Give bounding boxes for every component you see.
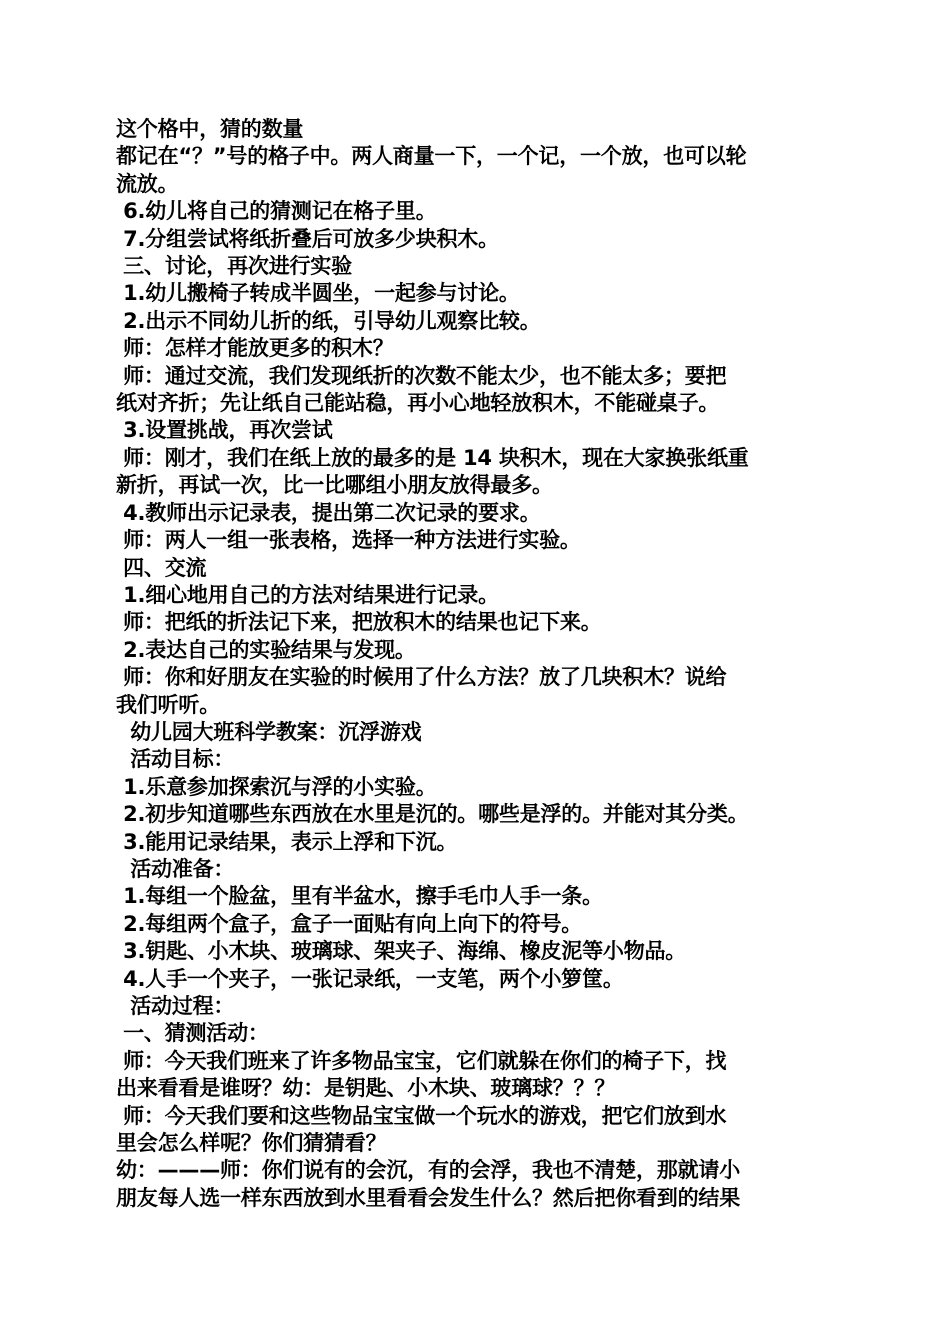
section-heading: 四、交流 bbox=[116, 555, 207, 580]
text-line: 出来看看是谁呀？幼：是钥匙、小木块、玻璃球？？？ bbox=[116, 1076, 616, 1101]
section-heading: 活动准备： bbox=[116, 856, 235, 881]
text-line: 这个格中，猜的数量 bbox=[116, 117, 304, 141]
text-line: 3.钥匙、小木块、玻璃球、架夹子、海绵、橡皮泥等小物品。 bbox=[116, 939, 687, 964]
text-line: 4.人手一个夹子，一张记录纸，一支笔，两个小箩筐。 bbox=[116, 966, 624, 991]
text-line: 2.表达自己的实验结果与发现。 bbox=[116, 637, 416, 662]
text-line: 1.幼儿搬椅子转成半圆坐，一起参与讨论。 bbox=[116, 281, 520, 306]
section-heading: 一、猜测活动： bbox=[116, 1021, 269, 1046]
text-line: 都记在“？”号的格子中。两人商量一下，一个记，一个放，也可以轮 bbox=[116, 144, 747, 169]
text-line: 师：今天我们要和这些物品宝宝做一个玩水的游戏，把它们放到水 bbox=[116, 1103, 727, 1128]
text-line: 师：你和好朋友在实验的时候用了什么方法？放了几块积木？说给 bbox=[116, 665, 727, 690]
text-line: 1.每组一个脸盆，里有半盆水，擦手毛巾人手一条。 bbox=[116, 884, 603, 909]
lesson-title: 幼儿园大班科学教案：沉浮游戏 bbox=[116, 719, 422, 744]
text-line: 2.初步知道哪些东西放在水里是沉的。哪些是浮的。并能对其分类。 bbox=[116, 802, 749, 827]
text-line: 幼：———师：你们说有的会沉，有的会浮，我也不清楚，那就请小 bbox=[116, 1158, 740, 1183]
text-line: 流放。 bbox=[116, 171, 179, 196]
text-line: 4.教师出示记录表，提出第二次记录的要求。 bbox=[116, 500, 541, 525]
text-line: 3.设置挑战，再次尝试 bbox=[116, 418, 333, 443]
text-line: 里会怎么样呢？你们猜猜看？ bbox=[116, 1131, 387, 1156]
text-line: 1.乐意参加探索沉与浮的小实验。 bbox=[116, 774, 437, 799]
text-line: 3.能用记录结果，表示上浮和下沉。 bbox=[116, 829, 458, 854]
text-line: 师：通过交流，我们发现纸折的次数不能太少，也不能太多；要把 bbox=[116, 363, 727, 388]
text-line: 师：怎样才能放更多的积木？ bbox=[116, 336, 394, 361]
text-line: 师：今天我们班来了许多物品宝宝，它们就躲在你们的椅子下，找 bbox=[116, 1048, 727, 1073]
section-heading: 活动过程： bbox=[116, 994, 235, 1018]
text-line: 7.分组尝试将纸折叠后可放多少块积木。 bbox=[116, 226, 499, 251]
document-body bbox=[116, 116, 836, 1212]
text-line: 2.出示不同幼儿折的纸，引导幼儿观察比较。 bbox=[116, 308, 541, 333]
text-line: 2.每组两个盒子，盒子一面贴有向上向下的符号。 bbox=[116, 911, 583, 936]
text-line: 师：刚才，我们在纸上放的最多的是 14 块积木，现在大家换张纸重 bbox=[116, 445, 749, 470]
section-heading: 活动目标： bbox=[116, 747, 235, 772]
text-line: 师：两人一组一张表格，选择一种方法进行实验。 bbox=[116, 528, 581, 553]
text-line: 6.幼儿将自己的猜测记在格子里。 bbox=[116, 199, 437, 224]
text-line: 新折，再试一次，比一比哪组小朋友放得最多。 bbox=[116, 473, 553, 498]
text-line: 师：把纸的折法记下来，把放积木的结果也记下来。 bbox=[116, 610, 602, 635]
text-line: 1.细心地用自己的方法对结果进行记录。 bbox=[116, 582, 499, 607]
text-line: 我们听听。 bbox=[116, 692, 220, 717]
text-line: 纸对齐折；先让纸自己能站稳，再小心地轻放积木，不能碰桌子。 bbox=[116, 391, 720, 416]
text-line: 朋友每人选一样东西放到水里看看会发生什么？然后把你看到的结果 bbox=[116, 1185, 740, 1210]
section-heading: 三、讨论，再次进行实验 bbox=[116, 254, 352, 279]
